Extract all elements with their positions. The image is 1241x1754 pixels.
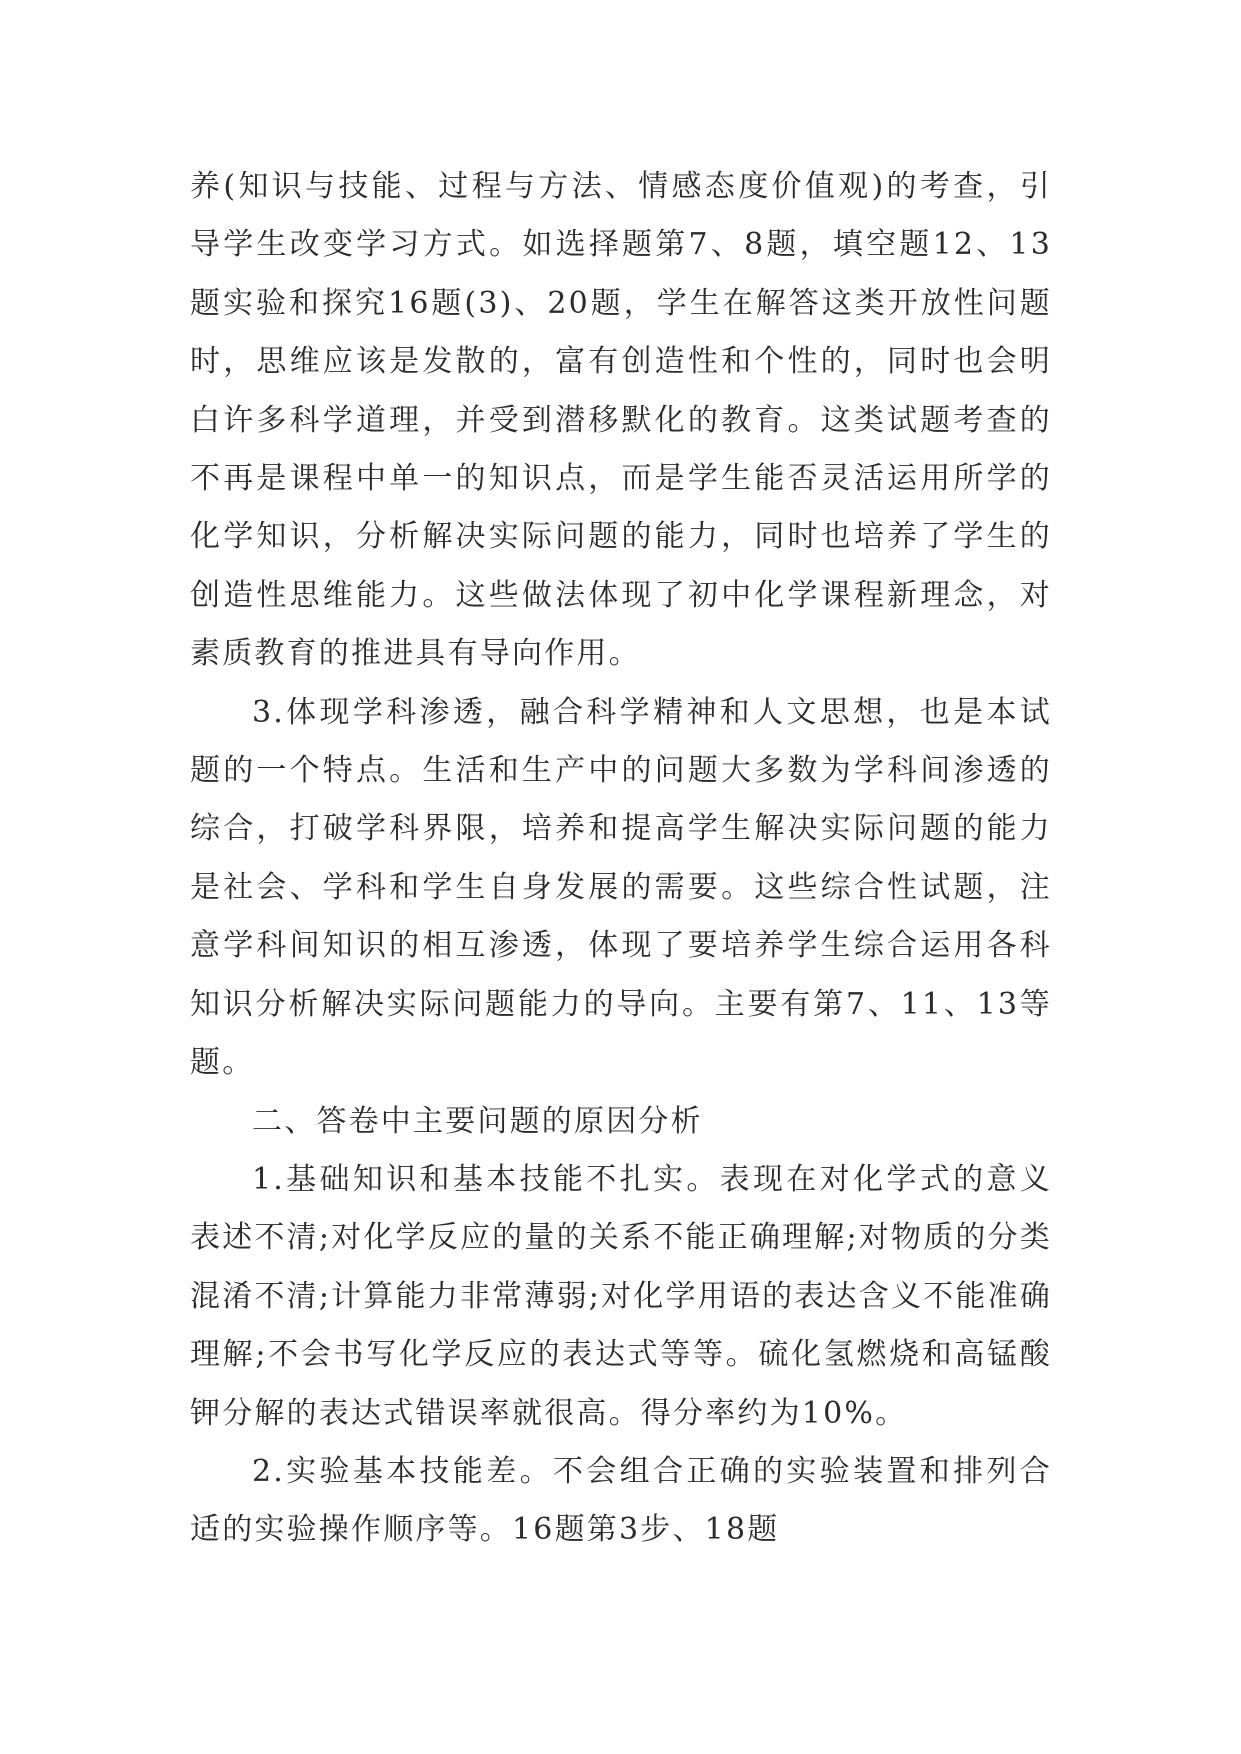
paragraph-4: 2.实验基本技能差。不会组合正确的实验装置和排列合适的实验操作顺序等。16题第3步、18题 (190, 1453, 1052, 1548)
paragraph-1: 养(知识与技能、过程与方法、情感态度价值观)的考查，引导学生改变学习方式。如选择题第7、8题，填空题12、13题实验和探究16题(3)、20题，学生在解答这类开放性问题时，思维应该是发散的，富有创造性和个性的，同时也会明白许多科学道理，并受到潜移默化的教育。这类试题考查的不再是课程中单一的知识点，而是学生能否灵活运用所学的化学知识，分析解决实际问题的能力，同时也培养了学生的创造性思维能力。这些做法体现了初中化学课程新理念，对素质教育的推进具有导向作用。 (190, 169, 1052, 672)
document-body (190, 158, 1052, 1560)
section-heading: 二、答卷中主要问题的原因分析 (252, 1103, 703, 1139)
paragraph-3: 1.基础知识和基本技能不扎实。表现在对化学式的意义表述不清;对化学反应的量的关系不能正确理解;对物质的分类混淆不清;计算能力非常薄弱;对化学用语的表达含义不能准确理解;不会书写化学反应的表达式等等。硫化氢燃烧和高锰酸钾分解的表达式错误率就很高。得分率约为10%。 (190, 1161, 1052, 1431)
paragraph-2: 3.体现学科渗透，融合科学精神和人文思想，也是本试题的一个特点。生活和生产中的问题大多数为学科间渗透的综合，打破学科界限，培养和提高学生解决实际问题的能力是社会、学科和学生自身发展的需要。这些综合性试题，注意学科间知识的相互渗透，体现了要培养学生综合运用各科知识分析解决实际问题能力的导向。主要有第7、11、13等题。 (190, 694, 1052, 1081)
